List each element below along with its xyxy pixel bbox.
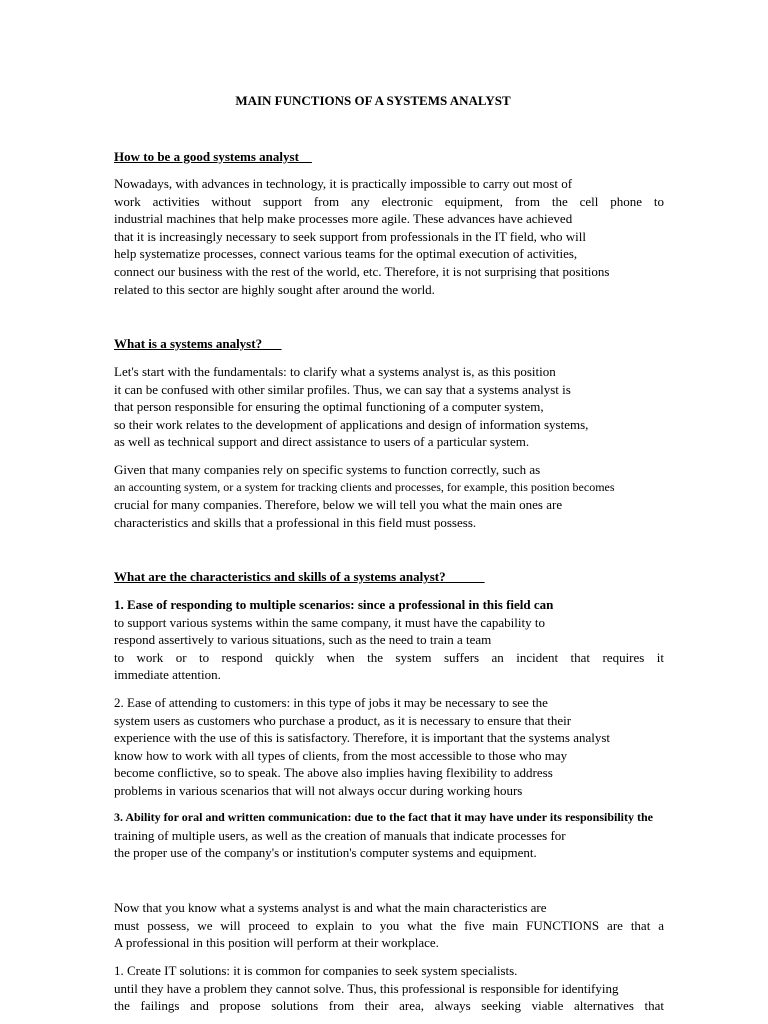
section-heading-characteristics: What are the characteristics and skills of a systems analyst? bbox=[114, 569, 446, 584]
page-title: MAIN FUNCTIONS OF A SYSTEMS ANALYST bbox=[235, 93, 511, 108]
paragraph-function-1: 1. Create IT solutions: it is common for companies to seek system specialists. until they have a problem they cannot solve. Thus, this professional is responsible for identifying the failings and propose solutions from their area, always seeking viable alternatives that bbox=[114, 963, 664, 1014]
paragraph-definition: Let's start with the fundamentals: to clarify what a systems analyst is, as this position it can be confused with other similar profiles. Thus, we can say that a systems analyst is that person responsible for ensuring the optimal functioning of a computer system, so their work relates to the development of applications and design of information systems, as well as technical support and direct assistance to users of a particular system. bbox=[114, 364, 589, 450]
paragraph-functions-intro: Now that you know what a systems analyst is and what the main characteristics are must possess, we will proceed to explain to you what the five main FUNCTIONS are that a A professional in this position will perform at their workplace. bbox=[114, 900, 664, 951]
section-heading-what-is: What is a systems analyst? bbox=[114, 336, 263, 351]
paragraph-skill-1: 1. Ease of responding to multiple scenarios: since a professional in this field can to support various systems within the same company, it must have the capability to respond assertively to various situations, such as the need to train a team to work or to respond quickly when the system suffers an incident that requires it immediate attention. bbox=[114, 597, 664, 683]
paragraph-skill-2: 2. Ease of attending to customers: in this type of jobs it may be necessary to see the system users as customers who purchase a product, as it is necessary to ensure that their experience with the use of this is satisfactory. Therefore, it is important that the systems analyst know how to work with all types of clients, from the most accessible to those who may become conflictive, so to speak. The above also implies having flexibility to address problems in various scenarios that will not always occur during working hours bbox=[114, 695, 611, 798]
paragraph-intro: Nowadays, with advances in technology, it is practically impossible to carry out most of work activities without support from any electronic equipment, from the cell phone to industrial machines that help make processes more agile. These advances have achieved that it is increasingly necessary to seek support from professionals in the IT field, who will help systematize processes, connect various teams for the optimal execution of activities, connect our business with the rest of the world, etc. Therefore, it is not surprising that positions related to this sector are highly sought after around the world. bbox=[114, 176, 664, 297]
paragraph-companies: Given that many companies rely on specific systems to function correctly, such as an accounting system, or a system for tracking clients and processes, for example, this position becomes crucial for many companies. Therefore, below we will tell you what the main ones are characteristics and skills that a professional in this field must possess. bbox=[114, 462, 615, 530]
section-heading-good-analyst: How to be a good systems analyst bbox=[114, 149, 299, 164]
paragraph-skill-3: 3. Ability for oral and written communication: due to the fact that it may have under its responsibility the training of multiple users, as well as the creation of manuals that indicate processes for the proper use of the company's or institution's computer systems and equipment. bbox=[114, 810, 653, 861]
